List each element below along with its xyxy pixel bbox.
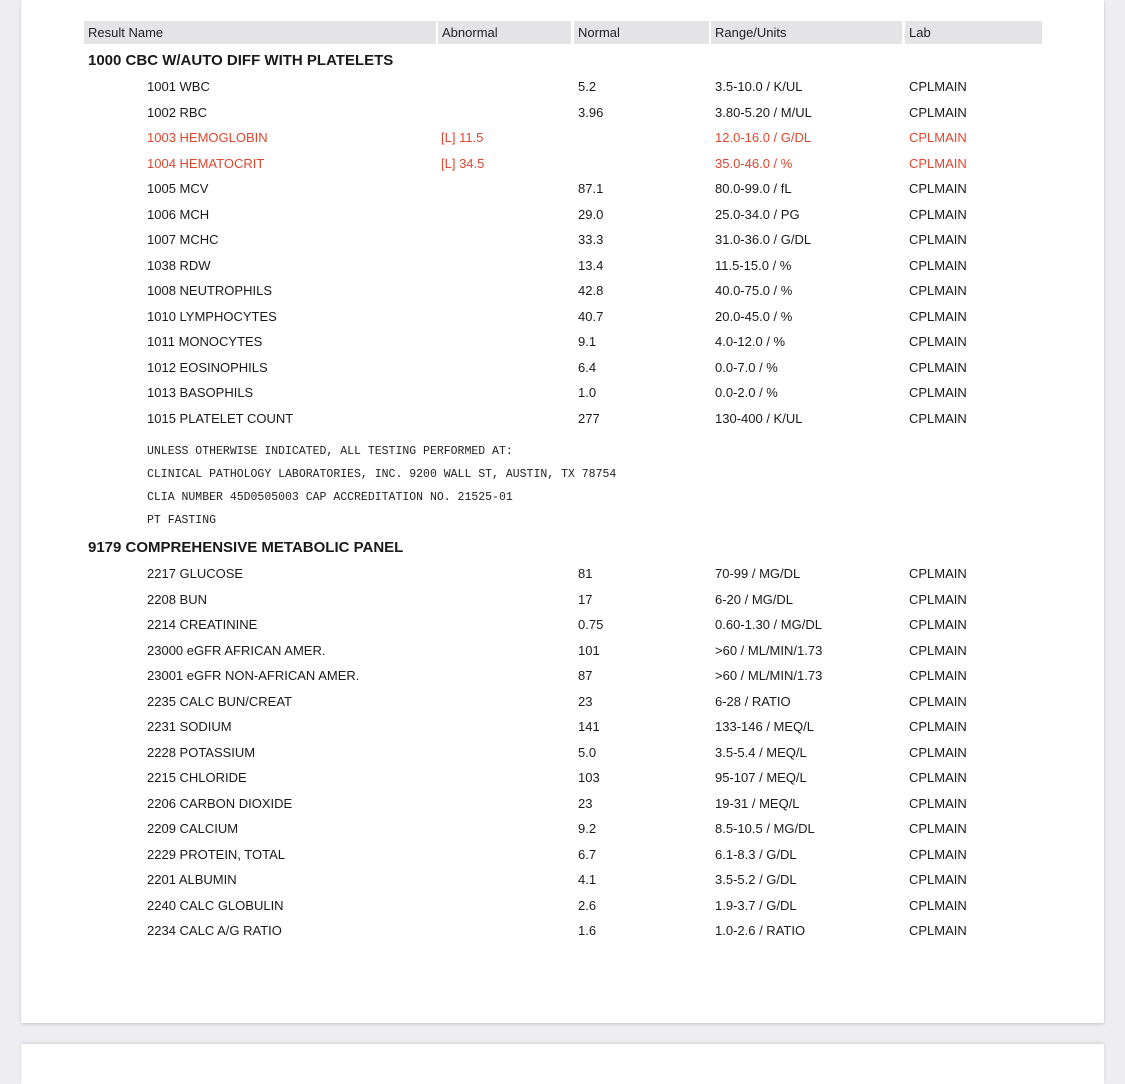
lab-code: CPLMAIN [909,79,967,94]
column-header-normal: Normal [574,21,709,44]
normal-value: 33.3 [578,232,604,247]
lab-code: CPLMAIN [909,385,967,400]
normal-value: 23 [578,693,593,709]
range-units: 40.0-75.0 / % [715,283,793,298]
range-units: >60 / ML/MIN/1.73 [715,642,823,658]
table-row [0,281,1125,301]
table-row [0,615,1125,635]
normal-value: 103 [578,770,600,785]
range-units: 0.0-2.0 / % [715,385,778,400]
result-name: 2235 CALC BUN/CREAT [147,693,292,709]
lab-code: CPLMAIN [909,821,967,836]
table-row [0,564,1125,584]
normal-value: 277 [578,410,600,426]
normal-value: 87.1 [578,181,604,196]
range-units: 25.0-34.0 / PG [715,206,800,222]
table-row [0,332,1125,352]
lab-code: CPLMAIN [909,130,967,145]
result-name: 1006 MCH [147,206,210,222]
result-name: 1004 HEMATOCRIT [147,155,265,171]
lab-code: CPLMAIN [909,642,967,658]
table-row [0,205,1125,225]
range-units: 1.0-2.6 / RATIO [715,923,806,938]
range-units: 12.0-16.0 / G/DL [715,130,812,145]
table-row [0,154,1125,174]
result-name: 1015 PLATELET COUNT [147,410,294,426]
result-name: 1005 MCV [147,181,209,196]
table-row [0,692,1125,712]
normal-value: 141 [578,719,600,734]
section-title: 1000 CBC W/AUTO DIFF WITH PLATELETS [88,52,394,69]
table-row [0,230,1125,250]
table-row [0,845,1125,865]
table-row [0,717,1125,737]
lab-code: CPLMAIN [909,846,967,862]
result-name: 2228 POTASSIUM [147,744,256,760]
result-name: 1038 RDW [147,257,211,273]
range-units: 20.0-45.0 / % [715,308,793,324]
table-row [0,383,1125,403]
lab-code: CPLMAIN [909,770,967,785]
table-row [0,768,1125,788]
normal-value: 1.6 [578,923,597,938]
table-row [0,103,1125,123]
range-units: 3.5-5.2 / G/DL [715,872,797,887]
result-name: 2209 CALCIUM [147,821,239,836]
abnormal-value: [L] 11.5 [441,130,484,145]
result-name: 23000 eGFR AFRICAN AMER. [147,642,326,658]
table-row [0,794,1125,814]
normal-value: 1.0 [578,385,597,400]
lab-code: CPLMAIN [909,872,967,887]
lab-code: CPLMAIN [909,693,967,709]
section-title: 9179 COMPREHENSIVE METABOLIC PANEL [88,539,404,556]
range-units: 35.0-46.0 / % [715,155,793,171]
lab-code: CPLMAIN [909,104,967,120]
result-name: 1011 MONOCYTES [147,334,263,349]
normal-value: 101 [578,642,600,658]
result-name: 1002 RBC [147,104,207,120]
table-row [0,179,1125,199]
result-name: 2214 CREATININE [147,617,258,632]
range-units: 3.5-5.4 / MEQ/L [715,744,807,760]
range-units: 6-20 / MG/DL [715,591,794,607]
normal-value: 6.7 [578,846,597,862]
normal-value: 9.1 [578,334,597,349]
result-name: 2206 CARBON DIOXIDE [147,795,293,811]
normal-value: 23 [578,795,593,811]
column-header-result-name: Result Name [84,21,436,44]
normal-value: 5.0 [578,744,597,760]
lab-code: CPLMAIN [909,334,967,349]
range-units: 70-99 / MG/DL [715,566,801,581]
table-row [0,641,1125,661]
lab-code: CPLMAIN [909,308,967,324]
normal-value: 13.4 [578,257,604,273]
result-name: 1008 NEUTROPHILS [147,283,272,298]
lab-code: CPLMAIN [909,155,967,171]
range-units: 1.9-3.7 / G/DL [715,897,797,913]
normal-value: 6.4 [578,359,597,375]
range-units: 130-400 / K/UL [715,410,803,426]
table-row [0,77,1125,97]
normal-value: 9.2 [578,821,597,836]
table-row [0,590,1125,610]
result-name: 1007 MCHC [147,232,219,247]
table-row [0,870,1125,890]
normal-value: 2.6 [578,897,597,913]
range-units: 0.0-7.0 / % [715,359,778,375]
next-document-page [21,1044,1104,1084]
result-name: 1012 EOSINOPHILS [147,359,268,375]
result-name: 2201 ALBUMIN [147,872,237,887]
normal-value: 40.7 [578,308,604,324]
table-row [0,409,1125,429]
lab-code: CPLMAIN [909,257,967,273]
result-name: 2234 CALC A/G RATIO [147,923,282,938]
range-units: 3.80-5.20 / M/UL [715,104,812,120]
normal-value: 17 [578,591,593,607]
range-units: 95-107 / MEQ/L [715,770,807,785]
normal-value: 42.8 [578,283,604,298]
normal-value: 3.96 [578,104,604,120]
range-units: 31.0-36.0 / G/DL [715,232,812,247]
normal-value: 29.0 [578,206,604,222]
lab-code: CPLMAIN [909,923,967,938]
range-units: 6-28 / RATIO [715,693,791,709]
table-row [0,307,1125,327]
lab-code: CPLMAIN [909,206,967,222]
footnote-line: PT FASTING [147,514,217,527]
table-row [0,896,1125,916]
table-row [0,256,1125,276]
lab-code: CPLMAIN [909,232,967,247]
column-header-abnormal: Abnormal [438,21,571,44]
lab-code: CPLMAIN [909,181,967,196]
table-row [0,128,1125,148]
lab-code: CPLMAIN [909,744,967,760]
range-units: 8.5-10.5 / MG/DL [715,821,815,836]
normal-value: 5.2 [578,79,597,94]
table-row [0,921,1125,941]
table-row [0,358,1125,378]
range-units: >60 / ML/MIN/1.73 [715,668,823,683]
normal-value: 81 [578,566,593,581]
result-name: 2231 SODIUM [147,719,232,734]
column-header-range-units: Range/Units [711,21,902,44]
lab-code: CPLMAIN [909,410,967,426]
normal-value: 4.1 [578,872,597,887]
range-units: 80.0-99.0 / fL [715,181,792,196]
lab-code: CPLMAIN [909,668,967,683]
range-units: 4.0-12.0 / % [715,334,786,349]
result-name: 2208 BUN [147,591,207,607]
lab-code: CPLMAIN [909,566,967,581]
lab-code: CPLMAIN [909,795,967,811]
lab-code: CPLMAIN [909,897,967,913]
range-units: 0.60-1.30 / MG/DL [715,617,822,632]
result-name: 1003 HEMOGLOBIN [147,130,268,145]
lab-code: CPLMAIN [909,617,967,632]
normal-value: 0.75 [578,617,604,632]
range-units: 133-146 / MEQ/L [715,719,814,734]
result-name: 2240 CALC GLOBULIN [147,897,284,913]
range-units: 3.5-10.0 / K/UL [715,79,803,94]
result-name: 2229 PROTEIN, TOTAL [147,846,285,862]
result-name: 2215 CHLORIDE [147,770,247,785]
range-units: 6.1-8.3 / G/DL [715,846,797,862]
range-units: 11.5-15.0 / % [715,257,792,273]
column-header-lab: Lab [905,21,1042,44]
range-units: 19-31 / MEQ/L [715,795,800,811]
result-name: 2217 GLUCOSE [147,566,244,581]
normal-value: 87 [578,668,593,683]
table-row [0,666,1125,686]
result-name: 1013 BASOPHILS [147,385,254,400]
lab-code: CPLMAIN [909,591,967,607]
footnote-line: CLIA NUMBER 45D0505003 CAP ACCREDITATION NO. 21525-01 [147,491,513,504]
footnote-line: UNLESS OTHERWISE INDICATED, ALL TESTING PERFORMED AT: [147,445,513,458]
result-name: 23001 eGFR NON-AFRICAN AMER. [147,668,360,683]
result-name: 1010 LYMPHOCYTES [147,308,277,324]
abnormal-value: [L] 34.5 [441,155,485,171]
result-name: 1001 WBC [147,79,210,94]
footnote-line: CLINICAL PATHOLOGY LABORATORIES, INC. 9200 WALL ST, AUSTIN, TX 78754 [147,468,617,481]
lab-code: CPLMAIN [909,359,967,375]
table-row [0,743,1125,763]
lab-code: CPLMAIN [909,719,967,734]
lab-code: CPLMAIN [909,283,967,298]
table-row [0,819,1125,839]
